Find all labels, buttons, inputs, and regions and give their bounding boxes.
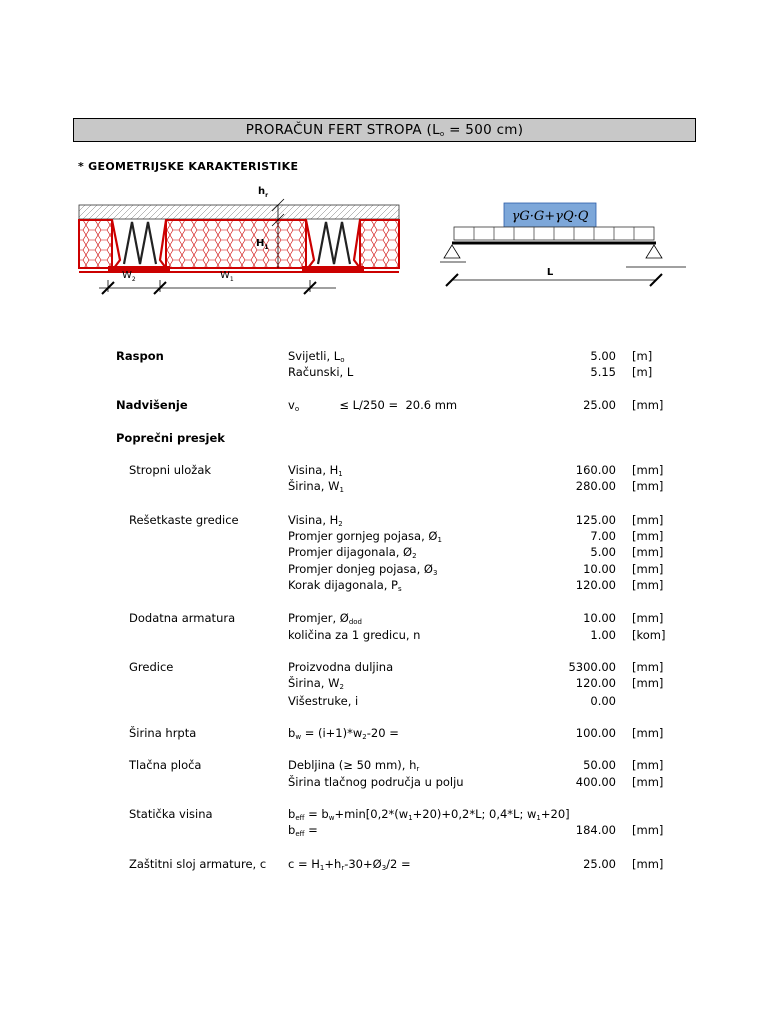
row-description: Svijetli, $L_o$ — [288, 349, 345, 364]
table-row — [0, 774, 768, 790]
row-value: 280.00 — [575, 479, 616, 493]
row-unit: [mm] — [632, 529, 664, 543]
table-row — [0, 675, 768, 691]
row-description: Korak dijagonala, $P_s$ — [288, 578, 402, 593]
beam-load-diagram — [440, 200, 690, 290]
svg-text:W2: $W_2$ — [122, 270, 136, 283]
table-row — [0, 544, 768, 560]
row-label: Stropni uložak — [129, 463, 212, 477]
row-description: Širina tlačnog područja u polju — [288, 775, 464, 789]
row-unit: [mm] — [632, 479, 664, 493]
table-row — [0, 577, 768, 593]
row-description: Visina, $H_2$ — [288, 513, 343, 528]
row-description: $b_{eff} = b_w+\min[0,2*(w_1+20)+0,2*L$; 0,4*L; $w_1+20$] — [288, 807, 570, 822]
row-unit: [kom] — [632, 628, 666, 642]
table-row — [0, 430, 768, 446]
table-row — [0, 627, 768, 643]
row-label: Nadvišenje — [116, 398, 188, 412]
row-description: Proizvodna duljina — [288, 660, 394, 674]
table-row — [0, 610, 768, 626]
row-value: 10.00 — [583, 562, 616, 576]
row-unit: [mm] — [632, 611, 664, 625]
svg-text:H1: $H_1$ — [256, 238, 269, 251]
row-unit: [mm] — [632, 660, 664, 674]
table-row — [0, 725, 768, 741]
row-value: 25.00 — [583, 398, 616, 412]
row-description: Promjer, $Ø_{dod}$ — [288, 611, 362, 626]
row-value: 1.00 — [590, 628, 616, 642]
row-label: Dodatna armatura — [129, 611, 236, 625]
table-row — [0, 757, 768, 773]
row-value: 120.00 — [575, 578, 616, 592]
row-value: 25.00 — [583, 857, 616, 871]
row-label: Zaštitni sloj armature, c — [129, 857, 267, 871]
row-unit: [mm] — [632, 545, 664, 559]
row-description: Promjer donjeg pojasa, $Ø_3$ — [288, 562, 438, 577]
row-description: $v_o$ ≤ L/250 = 20.6 mm — [288, 398, 458, 413]
svg-text:γG·G+γQ·Q: γG·G+γQ·Q — [511, 209, 589, 224]
table-row — [0, 561, 768, 577]
row-unit: [mm] — [632, 513, 664, 527]
row-unit: [m] — [632, 365, 653, 379]
row-description: Promjer dijagonala, $Ø_2$ — [288, 545, 417, 560]
row-description: Visina, $H_1$ — [288, 463, 343, 478]
row-label: Tlačna ploča — [129, 758, 202, 772]
table-row — [0, 364, 768, 380]
table-row — [0, 478, 768, 494]
row-value: 5.00 — [590, 545, 616, 559]
table-row — [0, 806, 768, 822]
row-unit: [mm] — [632, 398, 664, 412]
row-value: 400.00 — [575, 775, 616, 789]
table-row — [0, 822, 768, 838]
row-unit: [mm] — [632, 857, 664, 871]
row-description: Širina, $W_1$ — [288, 479, 344, 494]
row-description: Širina, $W_2$ — [288, 676, 344, 691]
row-description: Računski, L — [288, 365, 354, 379]
row-unit: [m] — [632, 349, 653, 363]
row-description: $b_{eff}$ = — [288, 823, 318, 838]
row-value: 120.00 — [575, 676, 616, 690]
row-value: 10.00 — [583, 611, 616, 625]
svg-text:L: L — [546, 267, 554, 278]
row-unit: [mm] — [632, 578, 664, 592]
row-value: 184.00 — [575, 823, 616, 837]
table-row — [0, 856, 768, 872]
row-description: Višestruke, i — [288, 694, 359, 708]
row-value: 125.00 — [575, 513, 616, 527]
table-row — [0, 348, 768, 364]
svg-text:W1: $W_1$ — [220, 270, 234, 283]
row-unit: [mm] — [632, 726, 664, 740]
row-unit: [mm] — [632, 562, 664, 576]
row-value: 50.00 — [583, 758, 616, 772]
row-description: Promjer gornjeg pojasa, $Ø_1$ — [288, 529, 442, 544]
row-label: Statička visina — [129, 807, 213, 821]
row-unit: [mm] — [632, 823, 664, 837]
table-row — [0, 512, 768, 528]
row-description: količina za 1 gredicu, n — [288, 628, 421, 642]
row-description: $c = H_1+h_r-30+Ø_3/2$ = — [288, 857, 411, 872]
row-value: 5.00 — [590, 349, 616, 363]
row-unit: [mm] — [632, 775, 664, 789]
row-unit: [mm] — [632, 676, 664, 690]
table-row — [0, 693, 768, 709]
section-heading: * GEOMETRIJSKE KARAKTERISTIKE — [78, 160, 299, 173]
row-label: Širina hrpta — [129, 726, 197, 740]
row-value: 160.00 — [575, 463, 616, 477]
row-value: 5300.00 — [568, 660, 616, 674]
row-unit: [mm] — [632, 463, 664, 477]
row-value: 100.00 — [575, 726, 616, 740]
row-description: Debljina (≥ 50 mm), $h_r$ — [288, 758, 420, 773]
row-label: Rešetkaste gredice — [129, 513, 239, 527]
row-description: $b_w = (i+1)*w_2-20$ = — [288, 726, 399, 741]
cross-section-diagram — [74, 180, 404, 295]
row-label: Raspon — [116, 349, 164, 363]
row-label: Poprečni presjek — [116, 431, 225, 445]
row-label: Gredice — [129, 660, 174, 674]
table-row — [0, 462, 768, 478]
page-title: PRORAČUN FERT STROPA ($L_o = 500$ cm) — [73, 118, 696, 142]
table-row — [0, 397, 768, 413]
table-row — [0, 528, 768, 544]
row-unit: [mm] — [632, 758, 664, 772]
row-value: 0.00 — [590, 694, 616, 708]
row-value: 7.00 — [590, 529, 616, 543]
svg-text:hr: $h_r$ — [258, 186, 269, 199]
table-row — [0, 659, 768, 675]
row-value: 5.15 — [590, 365, 616, 379]
